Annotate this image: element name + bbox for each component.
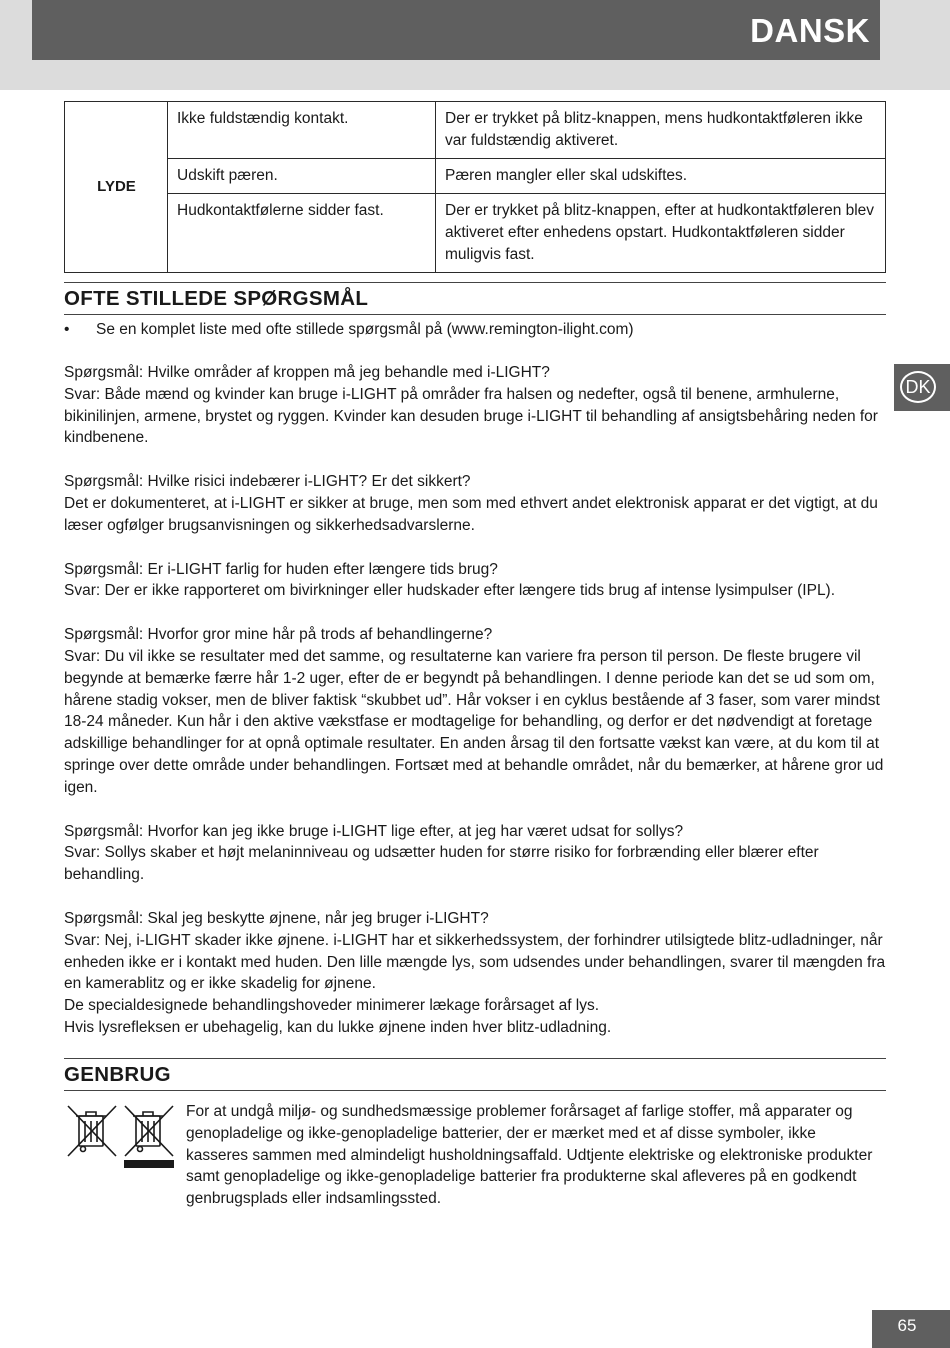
faq-question: Spørgsmål: Skal jeg beskytte øjnene, når jeg bruger i-LIGHT?	[64, 909, 489, 927]
problem-cell: Ikke fuldstændig kontakt.	[168, 102, 436, 159]
faq-answer: Svar: Sollys skaber et højt melaninniveau og udsætter huden for større risiko for forbrænding eller blærer efter behandling.	[64, 844, 819, 884]
page-number-box	[872, 1310, 950, 1348]
faq-question: Spørgsmål: Hvorfor kan jeg ikke bruge i-LIGHT lige efter, at jeg har været udsat for sollys?	[64, 822, 684, 840]
problem-cell: Udskift pæren.	[168, 159, 436, 194]
recycling-text: For at undgå miljø- og sundhedsmæssige problemer forårsaget af farlige stoffer, må apparater og genopladelige og ikke-genopladelige batterier, der er mærket med et af disse symboler, ikke kasseres sammen med almindeligt husholdningsaffald. Udtjente elektriske og elektroniske produkter samt genopladelige og ikke-genopladelige batterier fra produkterne skal afleveres på en godkendt genbrugsplads eller indsamlingssted.	[186, 1103, 873, 1208]
faq-item	[64, 559, 890, 603]
cause-cell: Pæren mangler eller skal udskiftes.	[436, 159, 886, 194]
faq-question: Spørgsmål: Hvilke risici indebærer i-LIGHT? Er det sikkert?	[64, 473, 471, 491]
recycling-top-rule	[64, 1058, 886, 1059]
faq-answer-extra: Hvis lysrefleksen er ubehagelig, kan du lukke øjnene inden hver blitz-udladning.	[64, 1018, 612, 1036]
cause-cell: Der er trykket på blitz-knappen, mens hudkontaktføleren ikke var fuldstændig aktiveret.	[436, 102, 886, 159]
faq-item	[64, 821, 890, 886]
problem-cell: Hudkontaktfølerne sidder fast.	[168, 194, 436, 273]
language-title: DANSK	[750, 12, 870, 49]
crossed-out-bin-icon	[66, 1104, 178, 1170]
category-cell: LYDE	[65, 102, 168, 273]
cause-cell: Der er trykket på blitz-knappen, efter at hudkontaktføleren blev aktiveret efter enhedens opstart. Hudkontaktføleren sidder muligvis fast.	[436, 194, 886, 273]
troubleshooting-table	[64, 101, 886, 273]
recycling-bottom-rule	[64, 1090, 886, 1091]
faq-answer: Svar: Der er ikke rapporteret om bivirkninger eller hudskader efter længere tids brug af intense lysimpulser (IPL).	[64, 582, 836, 600]
language-side-tab	[894, 364, 950, 411]
table-row	[65, 194, 886, 273]
faq-answer-extra: De specialdesignede behandlingshoveder minimerer lækage forårsaget af lys.	[64, 997, 600, 1015]
language-header	[32, 0, 880, 60]
faq-item	[64, 908, 890, 1039]
faq-answer: Svar: Både mænd og kvinder kan bruge i-LIGHT på områder fra halsen og nedefter, også til benene, armhulerne, bikinilinjen, armene, brystet og ryggen. Kvinder kan desuden bruge i-LIGHT til behandling af ansigtsbehåring neden for kindbenene.	[64, 385, 878, 447]
bullet-dot: •	[64, 321, 70, 338]
faq-question: Spørgsmål: Er i-LIGHT farlig for huden efter længere tids brug?	[64, 560, 498, 578]
faq-answer: Svar: Nej, i-LIGHT skader ikke øjnene. i-LIGHT har et sikkerhedssystem, der forhindrer utilsigtede blitz-udladninger, når enheden ikke er i kontakt med huden. Den lille mængde lys, som udsendes under behandlingen, svarer til mængden fra en kamerablitz og er ikke skadelig for øjnene.	[64, 931, 886, 993]
table-row	[65, 159, 886, 194]
table-row	[65, 102, 886, 159]
faq-item	[64, 471, 890, 536]
faq-question: Spørgsmål: Hvilke områder af kroppen må jeg behandle med i-LIGHT?	[64, 364, 550, 381]
faq-answer: Svar: Du vil ikke se resultater med det samme, og resultaterne kan variere fra person til person. De fleste brugere vil begynde at bemærke færre hår 1-2 uger, efter de er begyndt på behandlingen. I denne periode kan det se ud som om, hårene stadig vokser, men de bliver faktisk “skubbet ud”. Hår vokser i en cyklus bestående af 3 faser, som varer mindst 18-24 måneder. Kun hår i den aktive vækstfase er modtagelige for behandling, og derfor er det nødvendigt at foretage adskillige behandlinger for at opnå optimale resultater. En anden årsag til den fortsatte vækst kan være, at du kom til at springe over dette område under behandlingen. Fortsæt med at behandle området, når du bemærker, at hårene gror ud igen.	[64, 647, 884, 796]
language-code: DK	[900, 371, 936, 403]
faq-item	[64, 362, 890, 449]
page-number: 65	[897, 1316, 917, 1335]
recycling-title: GENBRUG	[64, 1063, 171, 1086]
faq-bottom-rule	[64, 314, 886, 315]
faq-item	[64, 624, 890, 798]
faq-question: Spørgsmål: Hvorfor gror mine hår på trods af behandlingerne?	[64, 626, 493, 644]
faq-title: OFTE STILLEDE SPØRGSMÅL	[64, 287, 369, 310]
faq-answer: Det er dokumenteret, at i-LIGHT er sikker at bruge, men som med ethvert andet elektronisk apparat er det vigtigt, at du læser ogfølger brugsanvisningen og sikkerhedsadvarslerne.	[64, 494, 878, 534]
faq-top-rule	[64, 282, 886, 283]
faq-bullet-text: Se en komplet liste med ofte stillede spørgsmål på (www.remington-ilight.com)	[96, 321, 634, 338]
faq-body	[64, 362, 890, 1039]
